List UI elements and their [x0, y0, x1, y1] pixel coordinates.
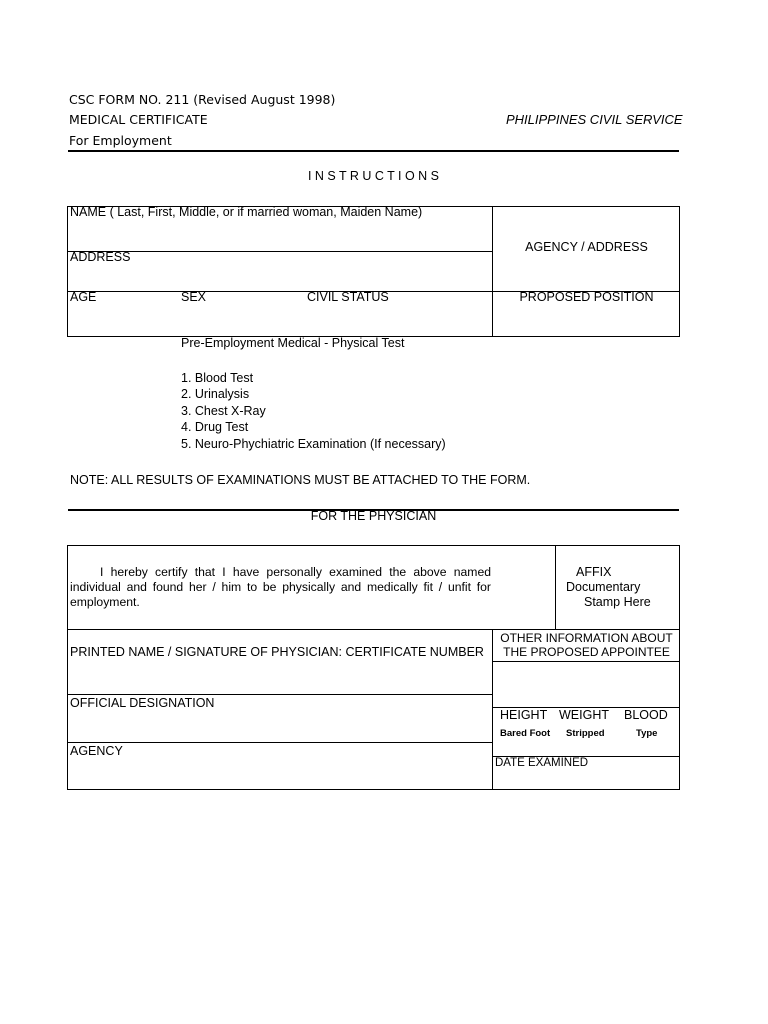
stamp-label-documentary: Documentary — [566, 580, 641, 594]
agency-field-label[interactable]: AGENCY — [70, 744, 123, 758]
test-item: 4. Drug Test — [181, 420, 249, 434]
form-title: MEDICAL CERTIFICATE — [69, 112, 208, 127]
physician-signature-field-label[interactable]: PRINTED NAME / SIGNATURE OF PHYSICIAN: CERTIFICATE NUMBER — [70, 645, 484, 659]
test-item: 2. Urinalysis — [181, 387, 250, 401]
attachment-note: NOTE: ALL RESULTS OF EXAMINATIONS MUST BE ATTACHED TO THE FORM. — [70, 473, 531, 487]
blood-field-label[interactable]: BLOOD — [624, 708, 668, 722]
signature-bottom-rule — [67, 694, 493, 695]
height-sub-label: Bared Foot — [500, 728, 551, 739]
header-rule — [68, 150, 679, 152]
height-field-label[interactable]: HEIGHT — [500, 708, 548, 722]
applicant-table — [67, 206, 680, 337]
stamp-divider — [555, 545, 556, 629]
agency-address-field-label[interactable]: AGENCY / ADDRESS — [525, 240, 648, 254]
form-number: CSC FORM NO. 211 (Revised August 1998) — [69, 92, 336, 107]
blood-sub-label: Type — [636, 728, 658, 739]
certify-bottom-rule — [67, 629, 680, 630]
stamp-label-here: Stamp Here — [584, 595, 651, 609]
date-examined-field-label[interactable]: DATE EXAMINED — [495, 757, 589, 769]
other-info-heading-2: THE PROPOSED APPOINTEE — [503, 645, 670, 659]
other-info-heading-1: OTHER INFORMATION ABOUT — [500, 631, 673, 645]
other-info-bottom-rule — [492, 661, 680, 662]
test-item: 1. Blood Test — [181, 371, 254, 385]
instructions-title: I N S T R U C T I O N S — [307, 169, 440, 183]
proposed-position-field-label[interactable]: PROPOSED POSITION — [519, 290, 654, 304]
address-field-label[interactable]: ADDRESS — [70, 250, 131, 264]
applicant-table-divider — [492, 206, 493, 337]
weight-field-label[interactable]: WEIGHT — [559, 708, 609, 722]
form-subtitle: For Employment — [69, 133, 172, 148]
civil-status-field-label[interactable]: CIVIL STATUS — [307, 290, 389, 304]
name-address-divider — [67, 251, 493, 252]
certification-statement: I hereby certify that I have personally examined the above named individual and found her / him to be physically and medically fit / unfit for employment. — [70, 565, 491, 609]
agency-name: PHILIPPINES CIVIL SERVICE — [506, 112, 683, 127]
weight-sub-label: Stripped — [566, 728, 605, 739]
test-item: 3. Chest X-Ray — [181, 404, 266, 418]
physician-section-title: FOR THE PHYSICIAN — [310, 509, 437, 523]
sex-field-label[interactable]: SEX — [181, 290, 207, 304]
official-designation-field-label[interactable]: OFFICIAL DESIGNATION — [70, 696, 215, 710]
tests-title: Pre-Employment Medical - Physical Test — [181, 336, 405, 350]
name-field-label[interactable]: NAME ( Last, First, Middle, or if married woman, Maiden Name) — [70, 205, 423, 219]
stamp-label-affix: AFFIX — [576, 565, 612, 579]
age-field-label[interactable]: AGE — [70, 290, 97, 304]
designation-bottom-rule — [67, 742, 493, 743]
test-item: 5. Neuro-Phychiatric Examination (If necessary) — [181, 437, 446, 451]
